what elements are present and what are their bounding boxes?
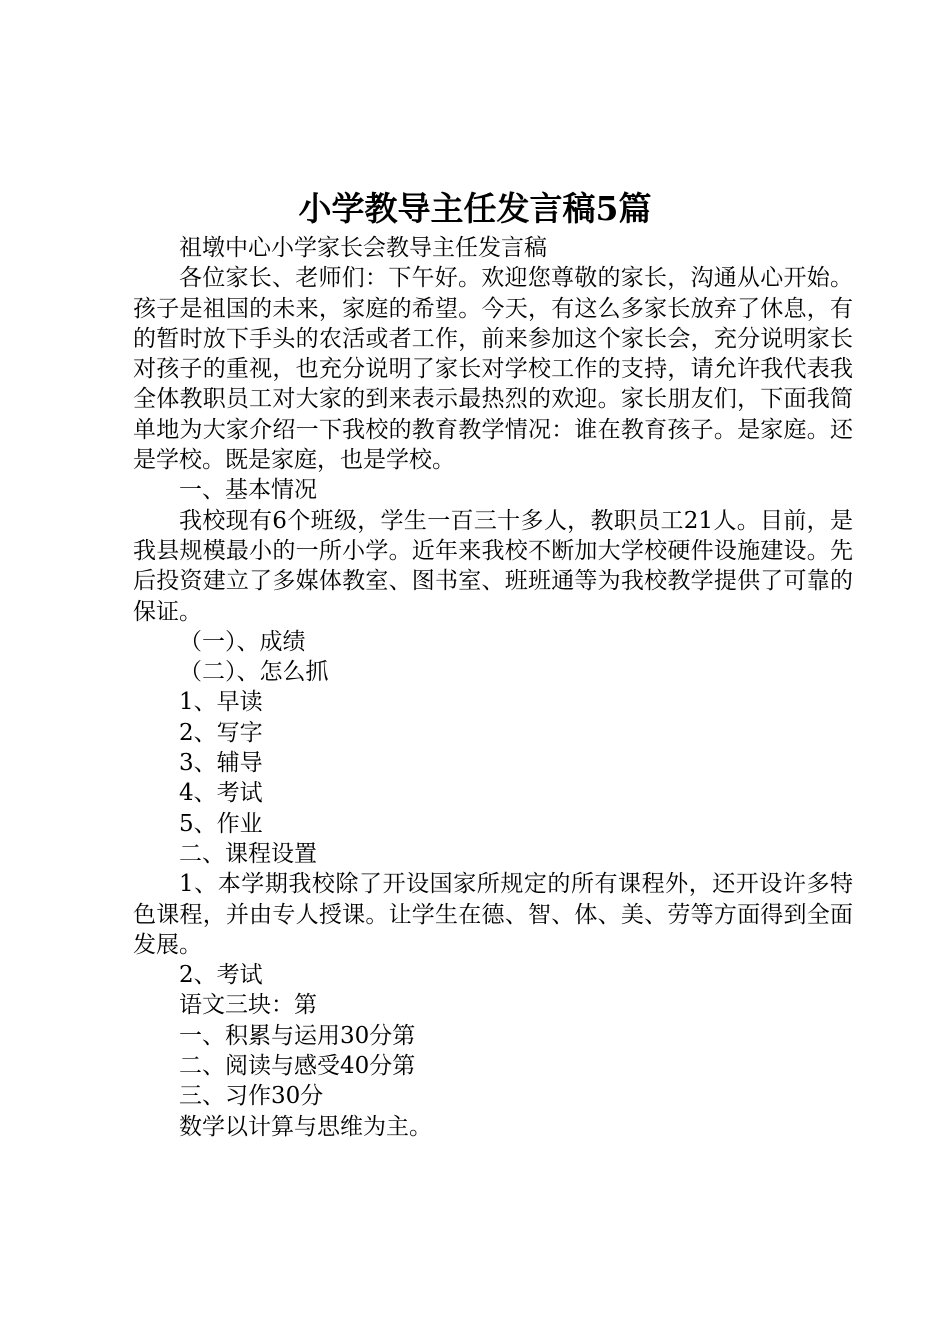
body-line: 3、辅导 [179, 750, 263, 777]
body-line: 2、考试 [179, 962, 263, 989]
document-title: 小学教导主任发言稿5篇 [298, 189, 652, 228]
body-line: 三、习作30分 [179, 1083, 324, 1110]
body-line: 祖墩中心小学家长会教导主任发言稿 [179, 235, 547, 261]
body-line: 语文三块：第 [179, 992, 317, 1019]
body-paragraph: 各位家长、老师们：下午好。欢迎您尊敬的家长，沟通从心开始。孩子是祖国的未来，家庭的希望。今天，有这么多家长放弃了休息，有的暂时放下手头的农活或者工作，前来参加这个家长会，充分说明家长对孩子的重视，也充分说明了家长对学校工作的支持，请允许我代表我全体教职员工对大家的到来表示最热烈的欢迎。家长朋友们，下面我简单地为大家介绍一下我校的教育教学情况：谁在教育孩子。是家庭。还是学校。既是家庭，也是学校。 [133, 265, 853, 474]
body-line: （二）、怎么抓 [179, 659, 329, 686]
body-line: 一、基本情况 [179, 477, 317, 504]
body-line: 4、考试 [179, 780, 263, 807]
body-line: 二、课程设置 [179, 840, 317, 867]
body-paragraph: 1、本学期我校除了开设国家所规定的所有课程外，还开设许多特色课程，并由专人授课。让学生在德、智、体、美、劳等方面得到全面发展。 [133, 871, 853, 958]
body-line: 1、早读 [179, 689, 263, 716]
body-line: 5、作业 [179, 810, 263, 837]
body-line: 2、写字 [179, 719, 263, 746]
body-line: （一）、成绩 [179, 628, 306, 655]
body-paragraph: 我校现有6个班级，学生一百三十多人，教职员工21人。目前，是我县规模最小的一所小学。近年来我校不断加大学校硬件设施建设。先后投资建立了多媒体教室、图书室、班班通等为我校教学提供了可靠的保证。 [133, 507, 853, 625]
body-line: 二、阅读与感受40分第 [179, 1053, 416, 1080]
body-line: 数学以计算与思维为主。 [179, 1113, 432, 1140]
document-body [133, 233, 853, 1142]
body-line: 一、积累与运用30分第 [179, 1022, 416, 1049]
